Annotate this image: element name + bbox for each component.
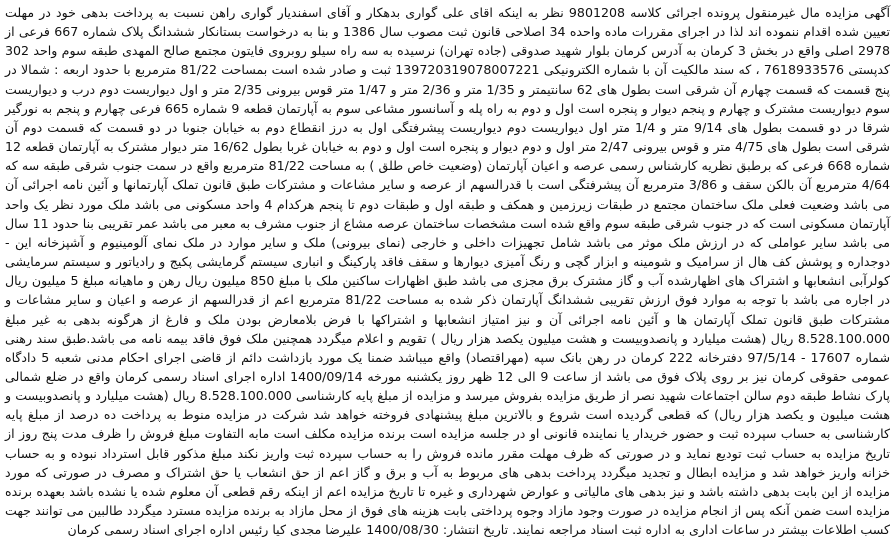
notice-body: آگهی مزایده مال غیرمنقول پرونده اجرائی کلاسه 9801208 نظر به اینکه اقای علی گواری بدهکار و آقای اسفندیار گواری راهن نسبت به پرداخت بدهی خود در مهلت تعیین شده اقدام ننموده اند لذا در اجرای مقررات ماده واحده 34 اصلاحی قانون ثبت مصوب سال 1386 و بنا به درخواست بستانکار ششدانگ پلاک شماره 667 فرعی از 2978 اصلی واقع در بخش 3 کرمان به آدرس کرمان بلوار شهید صدوقی (جاده تهران) نرسیده به سه راه سیلو روبروی فایتون مجتمع صالح المهدی طبقه سوم واحد 302 کدپستی 7618933576 ، که سند مالکیت آن با شماره الکترونیکی 139720319078007221 ثبت و صادر شده است بمساحت 81/22 مترمربع با حدود اربعه : شمالا در پنج قسمت که قسمت چهارم آن شرقی است بطول های 62 سانتیمتر و 1/35 متر و 2/36 متر و 1/47 متر قوس بیرونی 2/35 متر و اول دیواریست دوم درب و دیواریست سوم دیواریست مشترک و چهارم و پنجم دیوار و پنجره است اول و دوم به راه پله و آسانسور مشاعی سوم به آپارتمان قطعه 9 شماره 665 فرعی چهارم و پنجم به نورگیر شرقا در دو قسمت بطول های 9/14 متر و 1/4 متر اول دیواریست دوم دیواریست پیشرفتگی اول به درز انقطاع دوم به خیابان جنوبا در دو قسمت که قسمت دوم آن شرقی است بطول های 4/75 متر و قوس بیرونی 2/47 متر اول و دوم دیوار و پنجره است اول و دوم به خیابان غربا بطول 16/62 متر دیوار مشترک به آپارتمان قطعه 12 شماره 668 فرعی که برطبق نظریه کارشناس رسمی عرصه و اعیان آپارتمان (وضعیت خاص طلق ) به مساحت 81/22 مترمربع واقع در سمت جنوب شرقی طبقه سه که 4/64 مترمربع آن بالکن سقف و 3/86 مترمربع آن پیشرفتگی است با قدرالسهم از عرصه و سایر مشاعات و مشترکات طبق قانون تملک آپارتمانها و آئین نامه اجرائی آن می باشد وضعیت فعلی ملک ساختمان مجتمع در طبقات زیرزمین و همکف و طبقه اول و طبقات دوم تا پنجم هرکدام 4 واحد مسکونی می باشد ملک مورد نظر یک واحد آپارتمان مسکونی است که در جنوب شرقی طبقه سوم واقع شده است مشخصات ساختمان عرصه مشاع از جنوب مشرف به معبر می باشد عمر تقریبی بنا حدود 11 سال می باشد سایر عواملی که در ارزش ملک موثر می باشد شامل تجهیزات داخلی و خارجی (نمای بیرونی) ملک و سایر موارد در ملک نمای آلومینیوم و آشپزخانه این - دوجداره و پوشش کف هال از سرامیک و شومینه و ابزار گچی و رنگ آمیزی دیوارها و سقف فاقد پارکینگ و انباری سیستم گرمایشی پکیج و رادیاتور و سیستم سرمایشی کولرآبی انشعابها و اشتراک های اظهارشده آب و گاز مشترک برق مجزی می باشد طبق اظهارات ساکنین ملک با مبلغ 850 میلیون ریال رهن و ماهیانه مبلغ 5 میلیون ریال در اجاره می باشد با توجه به موارد فوق ارزش تقریبی ششدانگ آپارتمان ذکر شده به مساحت 81/22 مترمربع اعم از قدرالسهم از عرصه و اعیان و سایر مشاعات و مشترکات طبق قانون تملک آپارتمان ها و آئین نامه اجرائی آن و نیز امتیاز انشعابها و اشتراکها با فرض بلامعارض بودن ملک و فارغ از هرگونه بدهی به غیر مبلغ 8.528.100.000 ریال (هشت میلیارد و پانصدوبیست و هشت میلیون یکصد هزار ریال ) تقویم و اعلام میگردد همچنین ملک فوق فاقد بیمه نامه می باشد.طبق سند رهنی شماره 17607 - 97/5/14 دفترخانه 222 کرمان در رهن بانک سپه (مهراقتصاد) واقع میباشد ضمنا یک مورد بازداشت دائم از قاضی اجرای احکام مدنی شعبه 5 دادگاه عمومی حقوقی کرمان نیز بر روی پلاک فوق می باشد از ساعت 9 الی 12 ظهر روز یکشنبه مورخه 1400/09/14 اداره اجرای اسناد رسمی کرمان واقع در ضلع شمالی پارک نشاط طبقه دوم سالن اجتماعات شهید نصر از طریق مزایده بفروش میرسد و مزایده از مبلغ پایه کارشناسی 8.528.100.000 ریال (هشت میلیارد و پانصدوبیست و هشت میلیون و یکصد هزار ریال) که قطعی گردیده است شروع و بالاترین مبلغ پیشنهادی فروخته خواهد شد شرکت در مزایده منوط به پرداخت ده درصد از مبلغ پایه کارشناسی به حساب سپرده ثبت و حضور خریدار یا نماینده قانونی او در جلسه مزایده است برنده مزایده مکلف است مابه التفاوت مبلغ فروش را ظرف مدت پنج روز از تاریخ مزایده به حساب ثبت تودیع نماید و در صورتی که ظرف مهلت مقرر مانده فروش را به حساب سپرده ثبت واریز نکند مبلغ مذکور قابل استرداد نبوده و به حساب خزانه واریز خواهد شد و مزایده ابطال و تجدید میگردد پرداخت بدهی های مربوط به آب و برق و گاز اعم از حق انشعاب یا حق اشتراک و مصرف در صورتی که مورد مزایده از این بابت بدهی داشته باشد و نیز بدهی های مالیاتی و عوارض شهرداری و غیره تا تاریخ مزایده اعم از اینکه رقم قطعی آن معلوم شده یا نشده باشد بعهده برنده مزایده است ضمن آنکه پس از انجام مزایده در صورت وجود مازاد وجوه پرداختی بابت هزینه های فوق از محل مازاد به برنده مزایده مسترد میگردد طالبین می توانند جهت کسب اطلاعات بیشتر در ساعات اداری به اداره ثبت اسناد مراجعه نمایند. تاریخ انتشار: 1400/08/30 علیرضا مجدی کیا رئیس اداره اجرای اسناد رسمی کرمان [5, 5, 891, 538]
